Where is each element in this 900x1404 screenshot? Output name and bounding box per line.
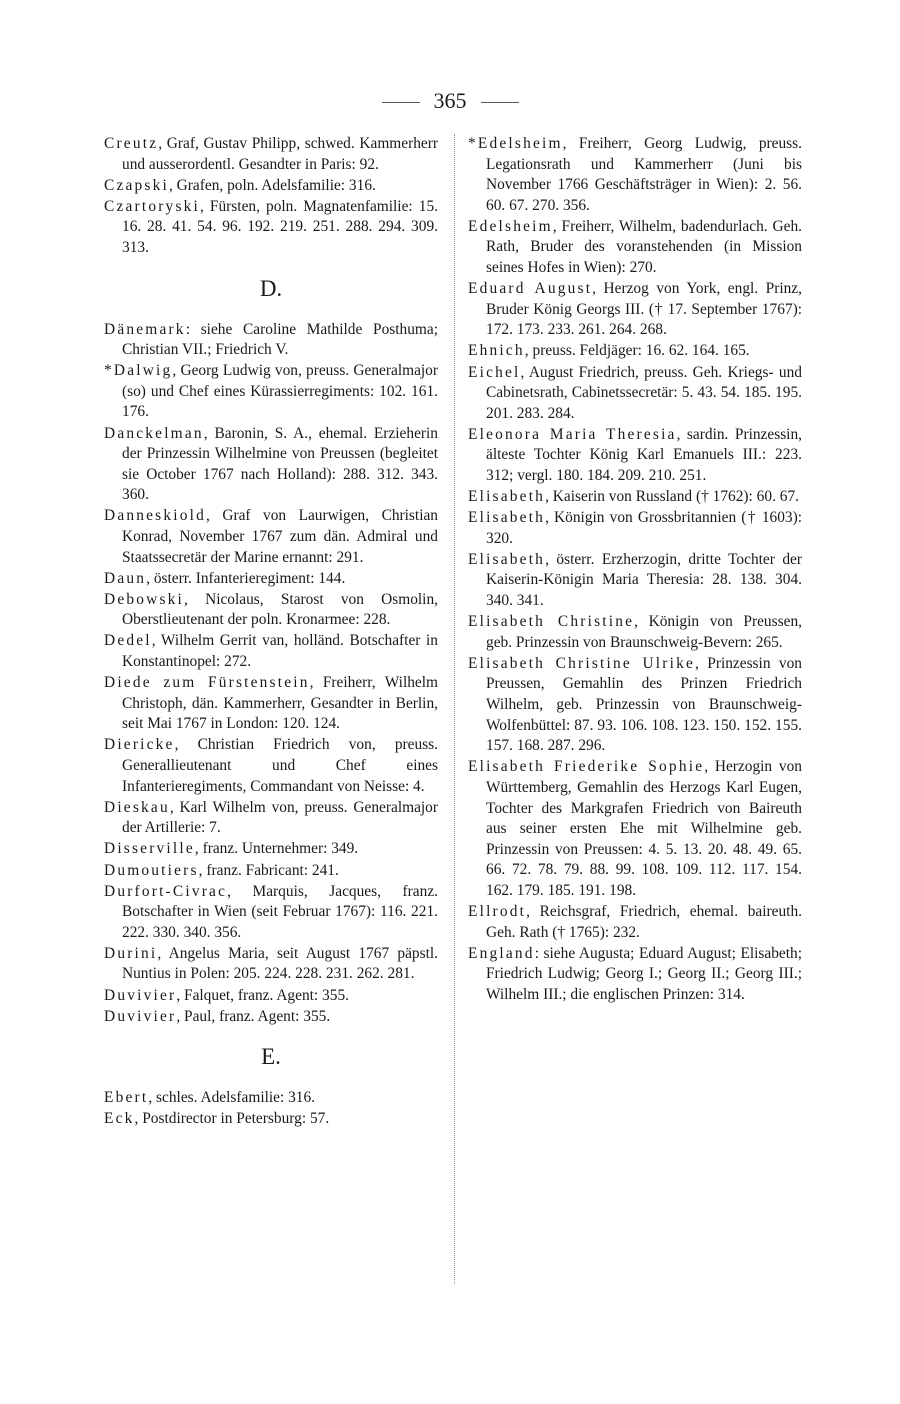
entry-headword: Dänemark <box>104 320 186 338</box>
entry-text: , Fürsten, poln. Magnatenfamilie: 15. 16. 28. 41. 54. 96. 192. 219. 251. 288. 294. 309. 313. <box>122 197 438 256</box>
entry-text: , Christian Friedrich von, preuss. Generallieutenant und Chef eines Infanterieregiments, Commandant von Neisse: 4. <box>122 736 438 795</box>
entry-headword: Ehnich <box>468 342 525 360</box>
entry-text: , Baronin, S. A., ehemal. Erzieherin der Prinzessin Wilhelmine von Preussen (begleitet sie October 1767 nach Holland): 288. 312. 343. 360. <box>122 424 438 504</box>
entry-text: , Freiherr, Wilhelm Christoph, dän. Kammerherr, Gesandter in Berlin, seit Mai 1767 in London: 120. 124. <box>122 674 438 733</box>
entry-text: , Herzogin von Württemberg, Gemahlin des Herzogs Karl Eugen, Tochter des Markgrafen Friedrich von Baireuth aus seiner ersten Ehe mit Wilhelmine geb. Prinzessin von Preussen: 4. 5. 13. 20. 48. 49. 65. 66. 72. 78. 79. 88. 99. 108. 109. 112. 117. 154. 162. 179. 185. 191. 198. <box>486 758 802 899</box>
entry-headword: England <box>468 944 535 962</box>
index-entry <box>468 612 802 653</box>
entry-headword: Danneskiold <box>104 507 206 525</box>
entry-headword: Dieskau <box>104 798 170 816</box>
entry-text: , Graf von Laurwigen, Christian Konrad, November 1767 zum dän. Admiral und Staatssecretär der Marine ernannt: 291. <box>122 507 438 566</box>
index-entry <box>468 550 802 612</box>
entry-text: , Paul, franz. Agent: 355. <box>176 1007 331 1025</box>
index-entry <box>468 757 802 901</box>
index-entry <box>104 882 438 944</box>
index-entry <box>468 902 802 943</box>
index-entry <box>104 839 438 860</box>
index-entry <box>104 176 438 197</box>
index-entry <box>104 1007 438 1028</box>
index-entry <box>468 487 802 508</box>
index-entry <box>104 986 438 1007</box>
entry-text: , Postdirector in Petersburg: 57. <box>134 1110 330 1128</box>
entry-headword: Eleonora Maria Theresia <box>468 425 677 443</box>
entry-text: , Kaiserin von Russland († 1762): 60. 67. <box>545 488 800 506</box>
entry-headword: Disserville <box>104 840 195 858</box>
index-entry <box>468 217 802 279</box>
entry-text: , Grafen, poln. Adelsfamilie: 316. <box>168 176 376 194</box>
entry-text: , Freiherr, Wilhelm, badendurlach. Geh. Rath, Bruder des voranstehenden (in Mission seines Hofes in Wien): 270. <box>486 217 802 277</box>
entry-headword: Elisabeth Christine Ulrike <box>468 654 696 672</box>
entry-headword: Eduard August <box>468 280 593 298</box>
entry-text: , franz. Unternehmer: 349. <box>194 840 359 858</box>
entry-headword: Creutz <box>104 135 159 152</box>
entry-headword: Edelsheim <box>468 217 553 235</box>
entry-headword: Czartoryski <box>104 197 201 215</box>
column-divider <box>454 134 455 1284</box>
index-entry <box>468 363 802 425</box>
right-column <box>468 134 802 1006</box>
entry-text: , franz. Fabricant: 241. <box>198 861 339 879</box>
entry-headword: Duvivier <box>104 986 177 1004</box>
entry-headword: Elisabeth <box>468 509 546 527</box>
entry-headword: Eichel <box>468 363 521 381</box>
entry-text: , österr. Infanterieregiment: 144. <box>146 569 346 587</box>
entry-text: , Königin von Grossbritannien († 1603): 320. <box>486 509 802 547</box>
entry-text: , Reichsgraf, Friedrich, ehemal. baireuth. Geh. Rath († 1765): 232. <box>486 902 802 941</box>
entry-text: , preuss. Feldjäger: 16. 62. 164. 165. <box>524 342 750 360</box>
entry-text: , schles. Adelsfamilie: 316. <box>148 1089 316 1107</box>
entry-text: , sardin. Prinzessin, älteste Tochter König Karl Emanuels III.: 223. 312; vergl. 180. 184. 209. 210. 251. <box>486 425 803 484</box>
entry-text: , Freiherr, Georg Ludwig, preuss. Legationsrath und Kammerherr (Juni bis November 1766 Geschäftsträger in Wien): 2. 56. 60. 67. 270. 356. <box>486 135 802 214</box>
index-entry <box>104 424 438 506</box>
section-heading: D. <box>259 275 283 301</box>
entry-text: , Marquis, Jacques, franz. Botschafter in Wien (seit Februar 1767): 116. 221. 222. 330. 340. 356. <box>122 882 438 941</box>
entry-headword: Eck <box>104 1110 135 1128</box>
index-entry <box>468 944 802 1006</box>
entry-headword: Elisabeth <box>468 550 546 568</box>
index-entry <box>104 320 438 361</box>
index-entry <box>104 631 438 672</box>
index-entry <box>468 508 802 549</box>
entry-headword: Elisabeth <box>468 488 546 506</box>
index-entry <box>104 590 438 631</box>
index-entry <box>104 673 438 735</box>
entry-headword: Elisabeth Christine <box>468 613 635 631</box>
entry-text: , Wilhelm Gerrit van, holländ. Botschafter in Konstantinopel: 272. <box>122 632 438 671</box>
rule-left <box>382 102 420 103</box>
entry-headword: Dedel <box>104 632 152 650</box>
entry-text: : siehe Caroline Mathilde Posthuma; Christian VII.; Friedrich V. <box>122 320 438 359</box>
entry-headword: Ellrodt <box>468 902 527 920</box>
index-entry <box>104 1109 438 1130</box>
entry-headword: *Edelsheim <box>468 135 563 152</box>
entry-headword: Duvivier <box>104 1007 177 1025</box>
index-entry <box>468 425 802 487</box>
entry-text: , Herzog von York, engl. Prinz, Bruder König Georgs III. († 17. September 1767): 172. 173. 233. 261. 264. 268. <box>486 280 802 339</box>
entry-headword: Czapski <box>104 176 169 194</box>
index-entry <box>104 798 438 839</box>
index-entry <box>104 134 438 175</box>
index-entry <box>104 735 438 797</box>
entry-text: , Karl Wilhelm von, preuss. Generalmajor der Artillerie: 7. <box>122 798 438 837</box>
entry-text: , August Friedrich, preuss. Geh. Kriegs- und Cabinetsrath, Cabinetssecretär: 5. 43. 54. 185. 195. 201. 283. 284. <box>486 363 802 422</box>
entry-headword: Danckelman <box>104 424 204 442</box>
index-entry <box>468 134 802 216</box>
index-entry <box>104 506 438 568</box>
index-entry <box>104 944 438 985</box>
entry-headword: *Dalwig <box>104 362 173 380</box>
entry-text: , Georg Ludwig von, preuss. Generalmajor (so) und Chef eines Kürassierregiments: 102. 161. 176. <box>122 362 438 421</box>
entry-text: , Angelus Maria, seit August 1767 päpstl. Nuntius in Polen: 205. 224. 228. 231. 262. 281. <box>122 944 438 983</box>
index-entry <box>104 361 438 423</box>
index-entry <box>468 279 802 341</box>
entry-text: , Königin von Preussen, geb. Prinzessin von Braunschweig-Bevern: 265. <box>486 613 802 651</box>
entry-text: , Prinzessin von Preussen, Gemahlin des Prinzen Friedrich Wilhelm, geb. Prinzessin von Braunschweig-Wolfenbüttel: 87. 93. 106. 108. 123. 150. 152. 155. 157. 168. 287. 296. <box>486 654 802 755</box>
entry-text: , Falquet, franz. Agent: 355. <box>176 986 349 1004</box>
entry-headword: Durini <box>104 944 158 962</box>
entry-headword: Debowski <box>104 590 185 608</box>
entry-headword: Durfort-Civrac <box>104 882 228 900</box>
entry-headword: Dumoutiers <box>104 861 199 879</box>
entry-headword: Daun <box>104 569 147 587</box>
index-entry <box>104 861 438 882</box>
entry-text: : siehe Augusta; Eduard August; Elisabeth; Friedrich Ludwig; Georg I.; Georg II.; Georg III.; Wilhelm III.; die englischen Prinzen: 314. <box>486 944 802 1003</box>
index-entry <box>468 341 802 362</box>
rule-right <box>481 102 519 103</box>
index-entry <box>104 197 438 259</box>
entry-headword: Diede zum Fürstenstein <box>104 674 310 692</box>
entry-headword: Ebert <box>104 1089 149 1107</box>
entry-headword: Elisabeth Friederike Sophie <box>468 758 705 776</box>
left-column <box>104 134 438 1130</box>
page-number <box>0 88 900 114</box>
entry-text: , Graf, Gustav Philipp, schwed. Kammerherr und ausserordentl. Gesandter in Paris: 92. <box>122 135 438 173</box>
entry-text: , österr. Erzherzogin, dritte Tochter der Kaiserin-Königin Maria Theresia: 28. 138. 304. 340. 341. <box>486 550 802 610</box>
entry-text: , Nicolaus, Starost von Osmolin, Oberstlieutenant der poln. Kronarmee: 228. <box>122 590 438 629</box>
index-entry <box>104 569 438 590</box>
entry-headword: Diericke <box>104 736 175 754</box>
page-number-text: 365 <box>433 88 467 113</box>
section-heading: E. <box>261 1044 281 1070</box>
index-entry <box>468 654 802 757</box>
index-entry <box>104 1088 438 1109</box>
